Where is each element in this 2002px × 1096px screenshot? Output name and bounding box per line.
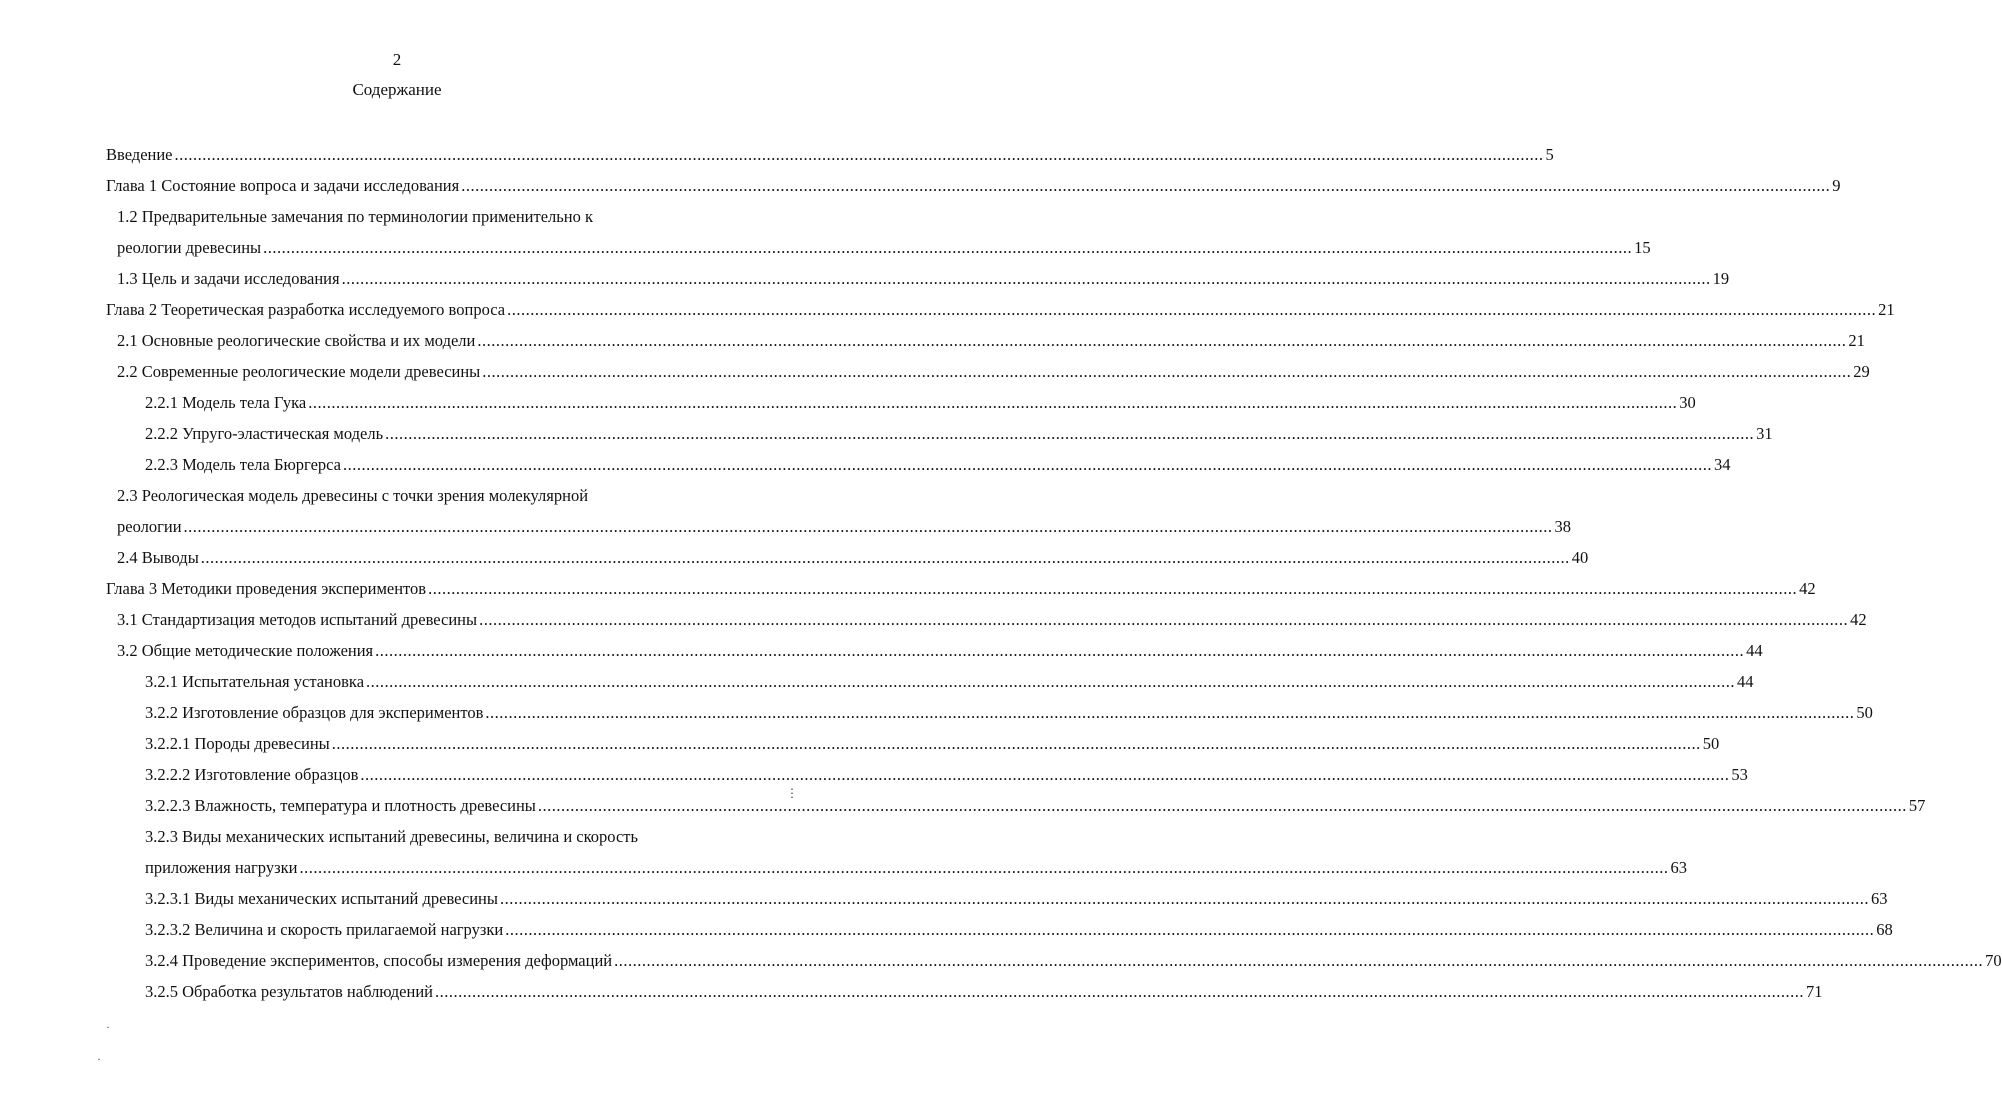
- toc-entry-text: Глава 2 Теоретическая разработка исследуемого вопроса: [106, 300, 506, 319]
- toc-entry-text: 3.2.3 Виды механических испытаний древесины, величина и скорость: [145, 827, 639, 846]
- table-of-contents: [0, 139, 2002, 1007]
- toc-entry-page: 70: [1985, 951, 2002, 970]
- toc-entry-page: 63: [1870, 889, 1888, 908]
- toc-entry-page: 44: [1737, 672, 1754, 691]
- scan-artifact: ⋮: [786, 786, 798, 800]
- leader-dots: [343, 449, 1712, 480]
- toc-entry: [0, 604, 1867, 635]
- toc-entry-page: 15: [1634, 238, 1651, 257]
- leader-dots: [505, 914, 1874, 945]
- toc-entry: [0, 387, 1696, 418]
- leader-dots: [614, 945, 1983, 976]
- leader-dots: [507, 294, 1876, 325]
- toc-entry-page: 29: [1853, 362, 1870, 381]
- toc-entry-text: 2.2.3 Модель тела Бюргерса: [145, 455, 342, 474]
- toc-entry-page: 19: [1712, 269, 1730, 288]
- leader-dots: [175, 139, 1544, 170]
- leader-dots: [308, 387, 1677, 418]
- toc-entry-text: 2.2.2 Упруго-эластическая модель: [145, 424, 384, 443]
- leader-dots: [428, 573, 1797, 604]
- toc-entry-text: 3.2.2.2 Изготовление образцов: [145, 765, 359, 784]
- toc-entry: [0, 728, 1720, 759]
- toc-entry-page: 9: [1832, 176, 1841, 195]
- scan-artifact: ·: [106, 1020, 110, 1034]
- toc-entry: [0, 449, 1731, 480]
- leader-dots: [435, 976, 1804, 1007]
- toc-entry-page: 31: [1756, 424, 1773, 443]
- leader-dots: [360, 759, 1729, 790]
- toc-entry-page: 68: [1876, 920, 1893, 939]
- toc-entry: [0, 325, 1865, 356]
- toc-entry: [0, 263, 1730, 294]
- leader-dots: [538, 790, 1907, 821]
- leader-dots: [299, 852, 1668, 883]
- toc-entry-text: 3.1 Стандартизация методов испытаний древесины: [117, 610, 478, 629]
- toc-entry-text: 2.1 Основные реологические свойства и их модели: [117, 331, 476, 350]
- toc-entry: [0, 573, 1816, 604]
- toc-entry-page: 50: [1702, 734, 1720, 753]
- toc-entry: [0, 883, 1888, 914]
- toc-entry-text: 3.2.1 Испытательная установка: [145, 672, 365, 691]
- toc-entry-text: 3.2.3.1 Виды механических испытаний древесины: [145, 889, 498, 908]
- toc-entry: [0, 790, 1926, 821]
- toc-entry-page: 42: [1799, 579, 1816, 598]
- leader-dots: [482, 356, 1851, 387]
- toc-entry: [0, 356, 1870, 387]
- toc-entry: [0, 914, 1893, 945]
- toc-entry-text: приложения нагрузки: [145, 858, 298, 877]
- toc-entry-page: 21: [1878, 300, 1895, 319]
- leader-dots: [375, 635, 1744, 666]
- toc-entry-text: 1.2 Предварительные замечания по терминологии применительно к: [117, 207, 594, 226]
- leader-dots: [184, 511, 1553, 542]
- toc-entry-text: 3.2 Общие методические положения: [117, 641, 374, 660]
- toc-entry-text: 1.3 Цель и задачи исследования: [117, 269, 340, 288]
- toc-entry-page: 5: [1545, 145, 1554, 164]
- toc-entry-text: 2.2.1 Модель тела Гука: [145, 393, 307, 412]
- toc-entry: [0, 635, 1763, 666]
- toc-entry-text: Глава 3 Методики проведения экспериментов: [106, 579, 427, 598]
- toc-entry: [0, 976, 1823, 1007]
- toc-entry: [0, 542, 1589, 573]
- leader-dots: [385, 418, 1754, 449]
- toc-entry-text: 2.4 Выводы: [117, 548, 199, 567]
- toc-entry-page: 40: [1571, 548, 1589, 567]
- toc-entry: [0, 170, 1841, 201]
- leader-dots: [485, 697, 1854, 728]
- toc-entry-text: 3.2.4 Проведение экспериментов, способы измерения деформаций: [145, 951, 613, 970]
- toc-entry-text: 3.2.2.1 Породы древесины: [145, 734, 330, 753]
- toc-entry-page: 44: [1746, 641, 1763, 660]
- toc-entry-continuation: [0, 511, 1572, 542]
- toc-entry-page: 71: [1806, 982, 1823, 1001]
- toc-entry-continuation: [0, 232, 1651, 263]
- page-title: Содержание: [352, 80, 442, 99]
- leader-dots: [366, 666, 1735, 697]
- toc-entry: [0, 480, 794, 511]
- toc-entry-page: 57: [1908, 796, 1926, 815]
- scan-artifact: ·: [97, 1052, 101, 1066]
- toc-entry: [0, 759, 1748, 790]
- leader-dots: [479, 604, 1848, 635]
- toc-entry-text: реологии древесины: [117, 238, 262, 257]
- toc-entry-text: 2.2 Современные реологические модели древесины: [117, 362, 481, 381]
- toc-entry-page: 21: [1848, 331, 1865, 350]
- toc-entry-text: Глава 1 Состояние вопроса и задачи исследования: [106, 176, 460, 195]
- toc-entry-page: 34: [1714, 455, 1731, 474]
- toc-entry-text: Введение: [106, 145, 173, 164]
- toc-entry: [0, 294, 1895, 325]
- page-number: 2: [392, 50, 402, 69]
- toc-entry: [0, 666, 1754, 697]
- toc-entry-page: 63: [1670, 858, 1687, 877]
- toc-entry-text: 3.2.2 Изготовление образцов для экспериментов: [145, 703, 484, 722]
- leader-dots: [263, 232, 1632, 263]
- toc-entry-text: 2.3 Реологическая модель древесины с точки зрения молекулярной: [117, 486, 589, 505]
- toc-entry-page: 50: [1856, 703, 1873, 722]
- toc-entry: [0, 418, 1773, 449]
- toc-entry-page: 53: [1731, 765, 1748, 784]
- toc-entry: [0, 201, 794, 232]
- toc-entry: [0, 697, 1873, 728]
- toc-entry-continuation: [0, 852, 1687, 883]
- toc-entry-text: 3.2.5 Обработка результатов наблюдений: [145, 982, 434, 1001]
- leader-dots: [477, 325, 1846, 356]
- toc-entry: [0, 139, 1554, 170]
- leader-dots: [201, 542, 1570, 573]
- leader-dots: [500, 883, 1869, 914]
- toc-entry-page: 42: [1850, 610, 1867, 629]
- toc-entry: [0, 821, 794, 852]
- toc-entry-text: 3.2.2.3 Влажность, температура и плотность древесины: [145, 796, 536, 815]
- toc-entry-text: 3.2.3.2 Величина и скорость прилагаемой нагрузки: [145, 920, 504, 939]
- toc-entry-text: реологии: [117, 517, 182, 536]
- leader-dots: [332, 728, 1701, 759]
- toc-entry-page: 30: [1679, 393, 1696, 412]
- toc-entry-page: 38: [1554, 517, 1572, 536]
- leader-dots: [461, 170, 1830, 201]
- leader-dots: [342, 263, 1711, 294]
- toc-entry: [0, 945, 2002, 976]
